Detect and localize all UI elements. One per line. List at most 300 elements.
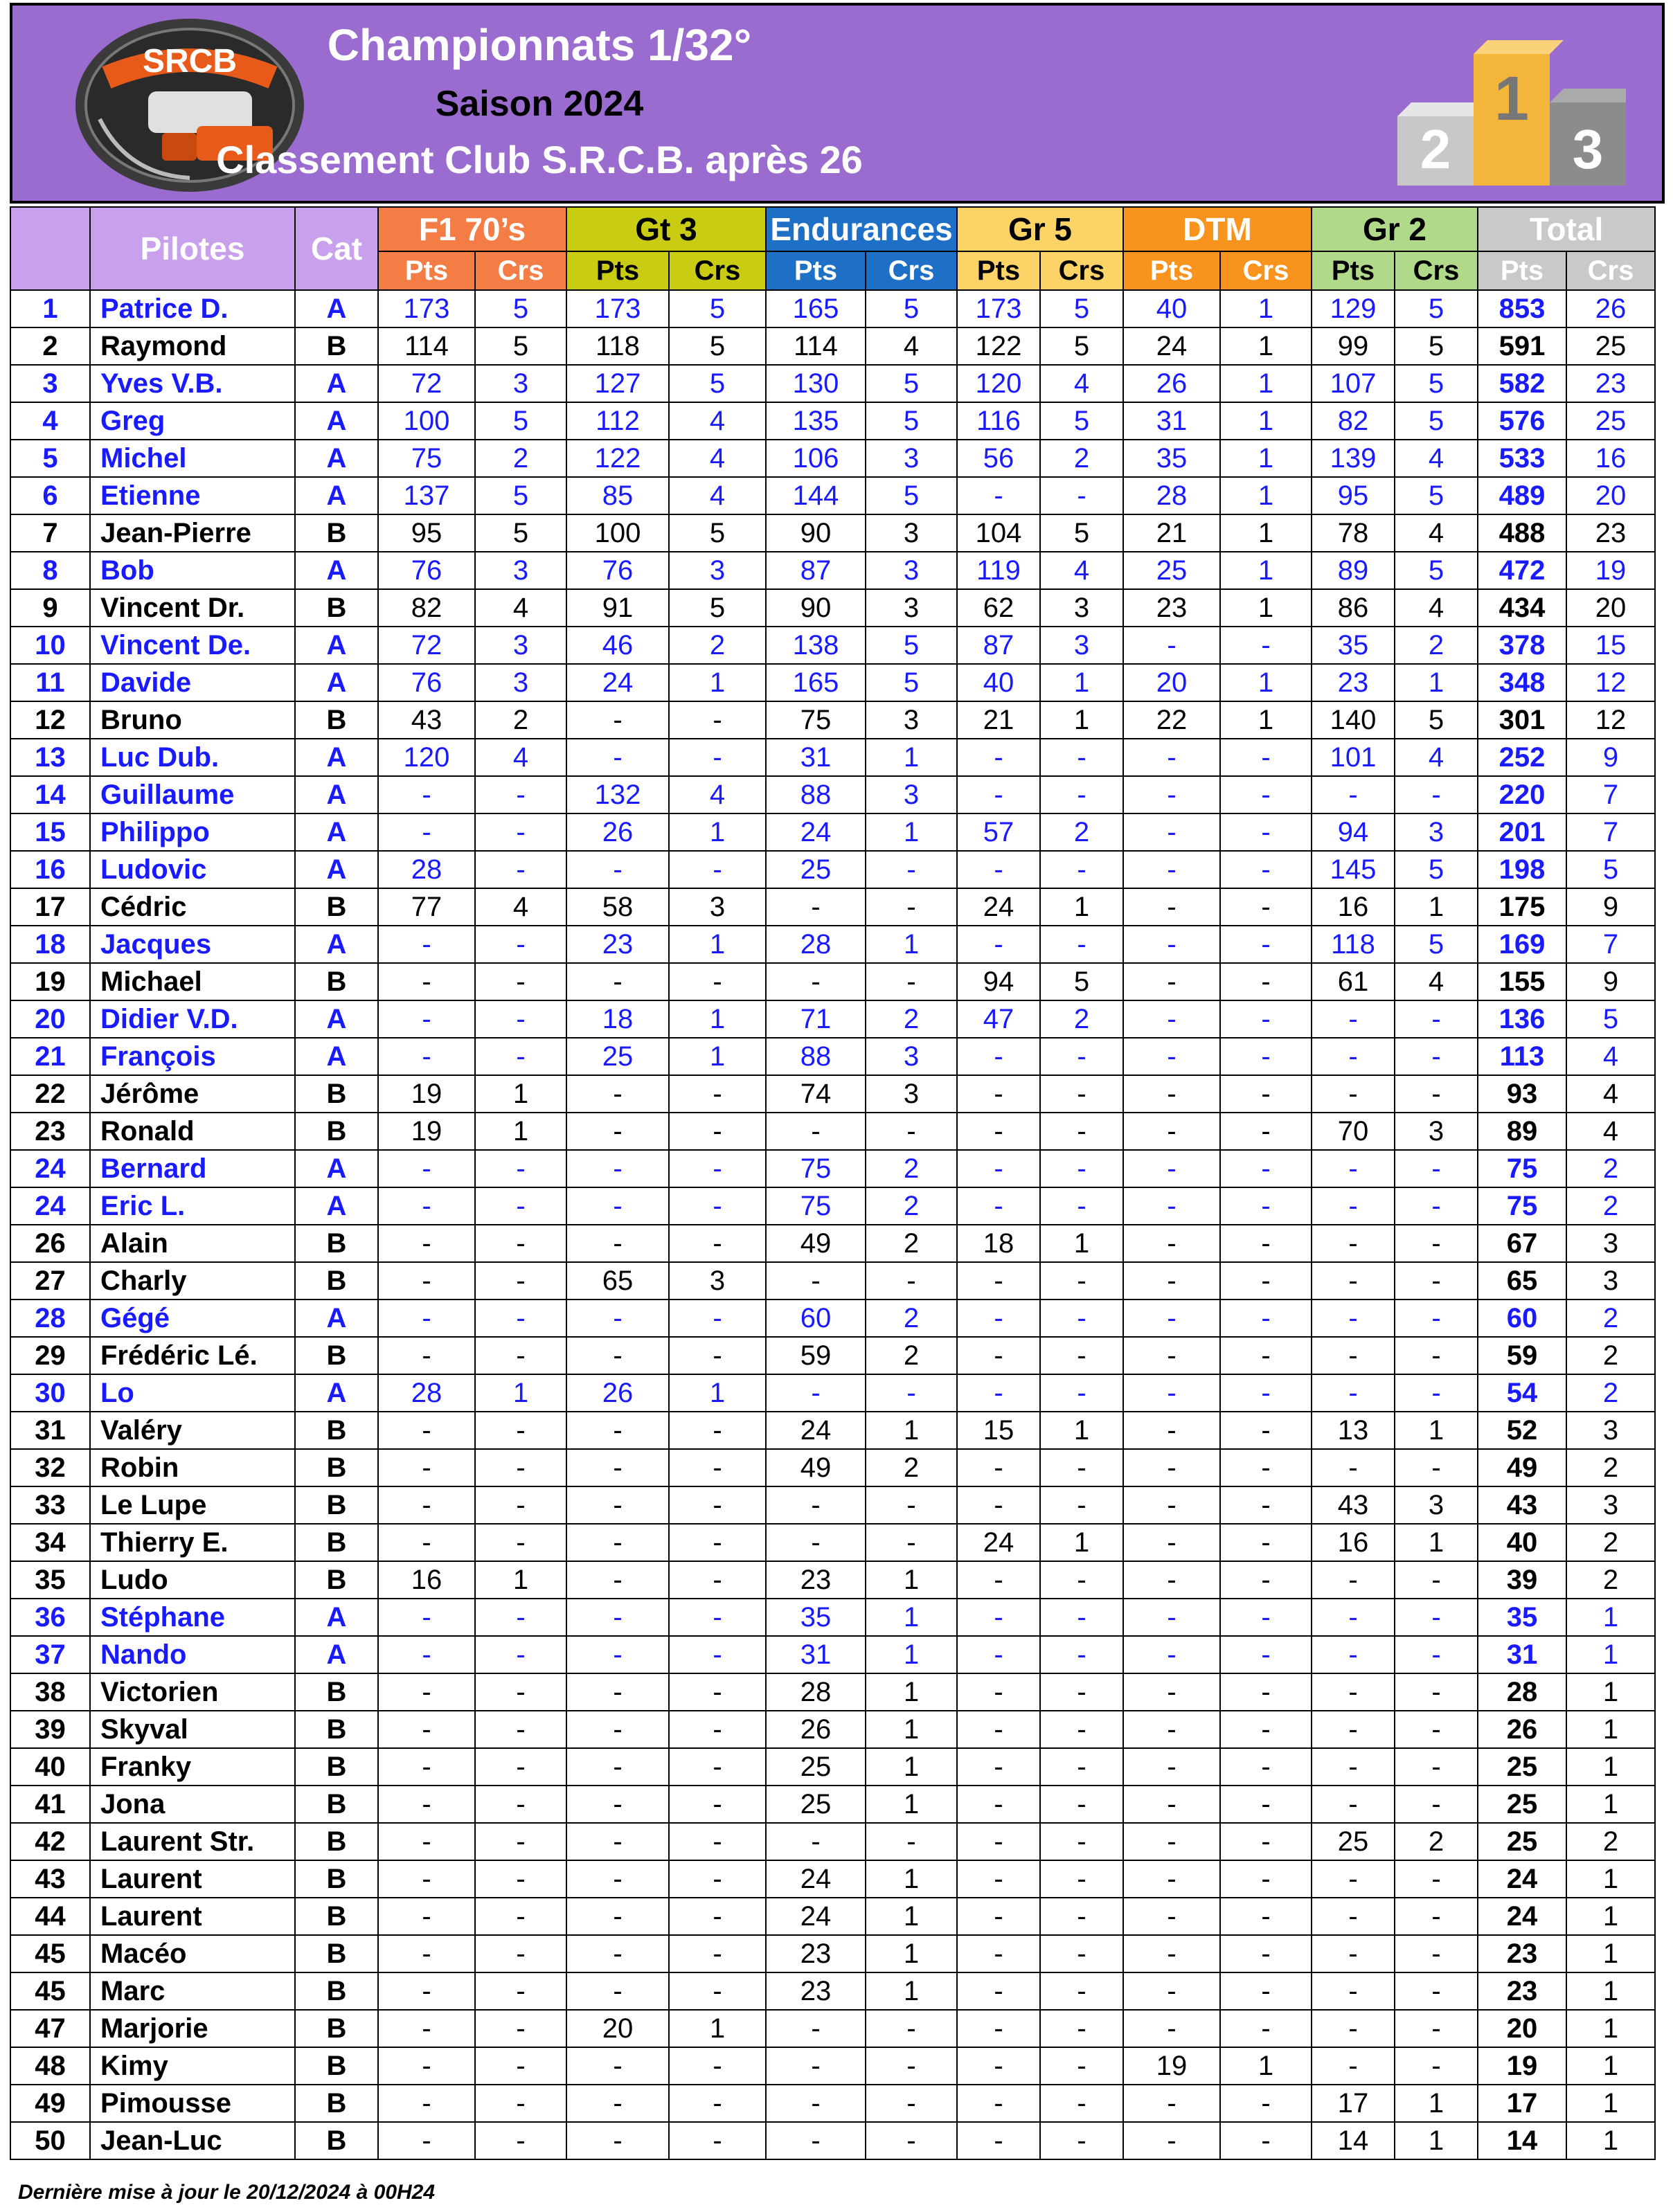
cell-total-crs: 5	[1566, 1000, 1655, 1038]
header-dtm: DTM	[1123, 207, 1312, 251]
cell-end-crs: -	[866, 2010, 957, 2047]
cell-gr2-pts: 35	[1312, 627, 1395, 664]
cell-cat: A	[295, 1300, 378, 1337]
cell-total-pts: 89	[1478, 1113, 1566, 1150]
cell-gr5-crs: -	[1040, 1150, 1123, 1187]
cell-end-crs: 1	[866, 1860, 957, 1898]
cell-gt3-pts: -	[566, 1972, 669, 2010]
cell-gr2-pts: 23	[1312, 664, 1395, 701]
header-gr5: Gr 5	[957, 207, 1123, 251]
table-row	[10, 1972, 1655, 2010]
cell-gt3-crs: -	[669, 1898, 766, 1935]
cell-total-crs: 2	[1566, 1150, 1655, 1187]
cell-pilot: Philippo	[90, 813, 295, 851]
cell-end-pts: 114	[766, 327, 866, 365]
cell-dtm-pts: -	[1123, 851, 1220, 888]
cell-pilot: Le Lupe	[90, 1486, 295, 1524]
cell-gt3-pts: -	[566, 1449, 669, 1486]
cell-f1-crs: 5	[475, 477, 566, 514]
cell-gt3-crs: -	[669, 851, 766, 888]
cell-gt3-pts: -	[566, 1113, 669, 1150]
cell-gt3-pts: -	[566, 1150, 669, 1187]
cell-pilot: Nando	[90, 1636, 295, 1673]
cell-total-crs: 23	[1566, 514, 1655, 552]
cell-dtm-pts: -	[1123, 963, 1220, 1000]
cell-end-pts: 49	[766, 1449, 866, 1486]
cell-cat: B	[295, 1262, 378, 1300]
cell-dtm-crs: -	[1220, 1673, 1312, 1711]
cell-cat: A	[295, 1374, 378, 1412]
cell-gr5-crs: 3	[1040, 627, 1123, 664]
cell-gt3-pts: 20	[566, 2010, 669, 2047]
cell-gt3-pts: 112	[566, 402, 669, 440]
cell-total-pts: 489	[1478, 477, 1566, 514]
cell-rank: 50	[10, 2122, 90, 2159]
cell-gr2-pts: 118	[1312, 926, 1395, 963]
cell-gr2-pts: -	[1312, 1935, 1395, 1972]
cell-end-crs: -	[866, 1262, 957, 1300]
cell-f1-crs: -	[475, 1748, 566, 1786]
cell-end-crs: 5	[866, 664, 957, 701]
cell-end-crs: 1	[866, 813, 957, 851]
cell-pilot: Alain	[90, 1225, 295, 1262]
cell-dtm-crs: -	[1220, 1187, 1312, 1225]
cell-gr2-pts: -	[1312, 1337, 1395, 1374]
table-row	[10, 1187, 1655, 1225]
cell-gr5-crs: -	[1040, 1187, 1123, 1225]
cell-gr5-crs: -	[1040, 1748, 1123, 1786]
cell-dtm-pts: -	[1123, 1823, 1220, 1860]
cell-gr2-pts: -	[1312, 1262, 1395, 1300]
cell-rank: 5	[10, 440, 90, 477]
cell-gr5-pts: -	[957, 1187, 1040, 1225]
cell-end-crs: 1	[866, 1898, 957, 1935]
cell-dtm-crs: -	[1220, 963, 1312, 1000]
svg-text:3: 3	[1572, 118, 1604, 180]
cell-dtm-pts: -	[1123, 627, 1220, 664]
cell-gr5-crs: 5	[1040, 290, 1123, 327]
cell-dtm-crs: -	[1220, 1524, 1312, 1561]
cell-gr2-crs: -	[1395, 1561, 1478, 1599]
cell-total-pts: 49	[1478, 1449, 1566, 1486]
cell-f1-crs: -	[475, 1000, 566, 1038]
cell-end-crs: 2	[866, 1449, 957, 1486]
cell-total-pts: 23	[1478, 1935, 1566, 1972]
cell-end-pts: -	[766, 2085, 866, 2122]
cell-end-crs: -	[866, 2122, 957, 2159]
cell-gr5-pts: 87	[957, 627, 1040, 664]
cell-rank: 41	[10, 1786, 90, 1823]
cell-f1-pts: 114	[378, 327, 475, 365]
cell-end-crs: 1	[866, 926, 957, 963]
cell-f1-pts: -	[378, 1711, 475, 1748]
cell-gt3-pts: 46	[566, 627, 669, 664]
cell-pilot: Laurent	[90, 1860, 295, 1898]
cell-f1-crs: 3	[475, 552, 566, 589]
cell-dtm-pts: -	[1123, 1113, 1220, 1150]
cell-end-pts: -	[766, 1113, 866, 1150]
cell-gr5-crs: -	[1040, 1038, 1123, 1075]
cell-gr5-pts: -	[957, 1599, 1040, 1636]
table-row	[10, 1673, 1655, 1711]
cell-gr2-crs: 5	[1395, 477, 1478, 514]
cell-end-crs: 1	[866, 1599, 957, 1636]
cell-cat: B	[295, 1113, 378, 1150]
cell-total-pts: 175	[1478, 888, 1566, 926]
cell-gr2-crs: -	[1395, 1337, 1478, 1374]
cell-gr2-pts: -	[1312, 1599, 1395, 1636]
cell-cat: B	[295, 1561, 378, 1599]
cell-gt3-pts: -	[566, 963, 669, 1000]
cell-dtm-pts: 31	[1123, 402, 1220, 440]
cell-total-pts: 75	[1478, 1187, 1566, 1225]
cell-rank: 37	[10, 1636, 90, 1673]
cell-rank: 24	[10, 1150, 90, 1187]
cell-total-pts: 17	[1478, 2085, 1566, 2122]
cell-f1-pts: -	[378, 1748, 475, 1786]
cell-gt3-pts: 132	[566, 776, 669, 813]
cell-total-pts: 488	[1478, 514, 1566, 552]
cell-gr2-pts: 82	[1312, 402, 1395, 440]
cell-gr5-pts: 24	[957, 1524, 1040, 1561]
cell-total-pts: 198	[1478, 851, 1566, 888]
header-gr2-pts: Pts	[1312, 251, 1395, 290]
cell-end-pts: 25	[766, 1748, 866, 1786]
cell-rank: 48	[10, 2047, 90, 2085]
cell-gr5-pts: 18	[957, 1225, 1040, 1262]
cell-pilot: Bernard	[90, 1150, 295, 1187]
cell-gt3-crs: -	[669, 1150, 766, 1187]
cell-f1-pts: -	[378, 1038, 475, 1075]
cell-total-pts: 14	[1478, 2122, 1566, 2159]
cell-gt3-crs: 1	[669, 1000, 766, 1038]
cell-rank: 23	[10, 1113, 90, 1150]
cell-cat: A	[295, 851, 378, 888]
cell-gr5-crs: -	[1040, 1113, 1123, 1150]
cell-cat: A	[295, 402, 378, 440]
cell-end-crs: 1	[866, 1935, 957, 1972]
table-row	[10, 1000, 1655, 1038]
cell-rank: 6	[10, 477, 90, 514]
cell-end-pts: 75	[766, 1187, 866, 1225]
cell-total-crs: 2	[1566, 1337, 1655, 1374]
cell-gr5-pts: -	[957, 1262, 1040, 1300]
cell-end-pts: 88	[766, 1038, 866, 1075]
cell-rank: 40	[10, 1748, 90, 1786]
cell-pilot: Guillaume	[90, 776, 295, 813]
cell-gt3-pts: 100	[566, 514, 669, 552]
cell-end-crs: 3	[866, 589, 957, 627]
cell-gt3-crs: -	[669, 1972, 766, 2010]
cell-f1-crs: -	[475, 1786, 566, 1823]
cell-rank: 11	[10, 664, 90, 701]
cell-gr5-pts: -	[957, 1972, 1040, 2010]
cell-total-crs: 1	[1566, 1898, 1655, 1935]
cell-dtm-crs: 1	[1220, 664, 1312, 701]
cell-dtm-crs: -	[1220, 1860, 1312, 1898]
table-row	[10, 1898, 1655, 1935]
cell-end-crs: 2	[866, 1337, 957, 1374]
cell-f1-pts: -	[378, 1599, 475, 1636]
cell-f1-pts: 28	[378, 1374, 475, 1412]
cell-gr5-crs: -	[1040, 2047, 1123, 2085]
cell-f1-pts: -	[378, 1187, 475, 1225]
cell-gr2-crs: 5	[1395, 926, 1478, 963]
cell-gt3-crs: 2	[669, 627, 766, 664]
cell-gr2-pts: -	[1312, 1786, 1395, 1823]
cell-gr5-pts: -	[957, 1337, 1040, 1374]
cell-dtm-pts: -	[1123, 1711, 1220, 1748]
table-row	[10, 2047, 1655, 2085]
cell-dtm-pts: 19	[1123, 2047, 1220, 2085]
cell-cat: A	[295, 813, 378, 851]
cell-cat: B	[295, 1412, 378, 1449]
cell-pilot: Patrice D.	[90, 290, 295, 327]
cell-gr2-crs: 3	[1395, 1113, 1478, 1150]
standings-table	[10, 206, 1656, 2160]
cell-rank: 8	[10, 552, 90, 589]
cell-cat: A	[295, 926, 378, 963]
cell-f1-pts: 173	[378, 290, 475, 327]
cell-f1-pts: -	[378, 1935, 475, 1972]
cell-gr2-crs: -	[1395, 1262, 1478, 1300]
cell-rank: 33	[10, 1486, 90, 1524]
cell-end-crs: 3	[866, 440, 957, 477]
cell-rank: 24	[10, 1187, 90, 1225]
table-row	[10, 1038, 1655, 1075]
cell-gt3-pts: -	[566, 1860, 669, 1898]
cell-f1-crs: -	[475, 1823, 566, 1860]
cell-total-crs: 1	[1566, 1860, 1655, 1898]
cell-rank: 39	[10, 1711, 90, 1748]
cell-total-pts: 591	[1478, 327, 1566, 365]
cell-rank: 31	[10, 1412, 90, 1449]
cell-end-pts: 90	[766, 589, 866, 627]
cell-gr2-crs: -	[1395, 2047, 1478, 2085]
cell-rank: 22	[10, 1075, 90, 1113]
cell-f1-crs: -	[475, 776, 566, 813]
cell-gr2-crs: 4	[1395, 589, 1478, 627]
cell-pilot: Stéphane	[90, 1599, 295, 1636]
cell-end-pts: 165	[766, 290, 866, 327]
table-row	[10, 1524, 1655, 1561]
cell-total-crs: 9	[1566, 963, 1655, 1000]
cell-rank: 4	[10, 402, 90, 440]
table-row	[10, 1449, 1655, 1486]
cell-gr2-crs: 4	[1395, 514, 1478, 552]
cell-pilot: Jacques	[90, 926, 295, 963]
cell-end-crs: 4	[866, 327, 957, 365]
svg-text:1: 1	[1494, 64, 1530, 134]
cell-gr5-crs: -	[1040, 1711, 1123, 1748]
cell-f1-crs: -	[475, 1187, 566, 1225]
cell-total-crs: 5	[1566, 851, 1655, 888]
cell-gr5-crs: 2	[1040, 813, 1123, 851]
cell-gr5-crs: -	[1040, 2010, 1123, 2047]
cell-gt3-pts: 127	[566, 365, 669, 402]
cell-gt3-pts: -	[566, 1225, 669, 1262]
cell-gr2-pts: -	[1312, 1038, 1395, 1075]
cell-f1-crs: 4	[475, 888, 566, 926]
cell-f1-crs: -	[475, 2047, 566, 2085]
cell-gt3-pts: -	[566, 1636, 669, 1673]
cell-end-crs: 2	[866, 1187, 957, 1225]
header-total-crs: Crs	[1566, 251, 1655, 290]
cell-dtm-pts: -	[1123, 2010, 1220, 2047]
cell-dtm-crs: -	[1220, 2010, 1312, 2047]
cell-dtm-crs: -	[1220, 1038, 1312, 1075]
cell-gr5-pts: 122	[957, 327, 1040, 365]
cell-f1-pts: 77	[378, 888, 475, 926]
cell-dtm-pts: 26	[1123, 365, 1220, 402]
cell-cat: B	[295, 2122, 378, 2159]
cell-rank: 15	[10, 813, 90, 851]
cell-gt3-pts: -	[566, 701, 669, 739]
cell-f1-pts: 16	[378, 1561, 475, 1599]
cell-gr5-pts: -	[957, 2047, 1040, 2085]
cell-dtm-pts: -	[1123, 1561, 1220, 1599]
cell-total-crs: 20	[1566, 477, 1655, 514]
cell-gr5-crs: -	[1040, 1561, 1123, 1599]
table-row	[10, 514, 1655, 552]
cell-total-pts: 24	[1478, 1898, 1566, 1935]
cell-f1-crs: 1	[475, 1374, 566, 1412]
cell-gr5-crs: 3	[1040, 589, 1123, 627]
cell-gt3-crs: -	[669, 739, 766, 776]
cell-dtm-crs: 1	[1220, 365, 1312, 402]
table-row	[10, 776, 1655, 813]
cell-gt3-pts: -	[566, 1412, 669, 1449]
cell-cat: B	[295, 1673, 378, 1711]
header-gt3: Gt 3	[566, 207, 766, 251]
cell-gt3-pts: -	[566, 739, 669, 776]
cell-gr5-crs: -	[1040, 926, 1123, 963]
cell-gr5-crs: 5	[1040, 514, 1123, 552]
cell-dtm-pts: -	[1123, 1075, 1220, 1113]
cell-gr2-crs: 4	[1395, 739, 1478, 776]
table-row	[10, 365, 1655, 402]
cell-dtm-pts: -	[1123, 1412, 1220, 1449]
cell-end-crs: 2	[866, 1150, 957, 1187]
cell-pilot: Etienne	[90, 477, 295, 514]
cell-end-pts: 90	[766, 514, 866, 552]
cell-gr5-crs: 1	[1040, 701, 1123, 739]
cell-dtm-pts: -	[1123, 926, 1220, 963]
cell-f1-pts: -	[378, 1337, 475, 1374]
cell-gr2-crs: 4	[1395, 440, 1478, 477]
cell-gr2-crs: -	[1395, 776, 1478, 813]
cell-total-crs: 25	[1566, 402, 1655, 440]
cell-gt3-crs: 1	[669, 2010, 766, 2047]
cell-gt3-crs: 4	[669, 440, 766, 477]
cell-dtm-pts: -	[1123, 1748, 1220, 1786]
table-row	[10, 851, 1655, 888]
cell-gr2-crs: 5	[1395, 365, 1478, 402]
cell-gr5-pts: -	[957, 926, 1040, 963]
cell-gt3-pts: -	[566, 1935, 669, 1972]
cell-gr2-crs: -	[1395, 1300, 1478, 1337]
cell-rank: 13	[10, 739, 90, 776]
cell-gt3-pts: 173	[566, 290, 669, 327]
table-row	[10, 1711, 1655, 1748]
cell-gt3-pts: -	[566, 2047, 669, 2085]
cell-rank: 17	[10, 888, 90, 926]
cell-cat: A	[295, 552, 378, 589]
cell-end-pts: 60	[766, 1300, 866, 1337]
cell-total-pts: 67	[1478, 1225, 1566, 1262]
cell-total-crs: 20	[1566, 589, 1655, 627]
cell-gr5-pts: -	[957, 2010, 1040, 2047]
cell-f1-pts: -	[378, 1673, 475, 1711]
cell-gr2-pts: 139	[1312, 440, 1395, 477]
cell-pilot: Charly	[90, 1262, 295, 1300]
cell-cat: A	[295, 776, 378, 813]
cell-gt3-crs: 5	[669, 365, 766, 402]
cell-total-crs: 23	[1566, 365, 1655, 402]
cell-total-pts: 59	[1478, 1337, 1566, 1374]
cell-gr5-pts: 94	[957, 963, 1040, 1000]
cell-gr2-crs: -	[1395, 1673, 1478, 1711]
cell-cat: B	[295, 1225, 378, 1262]
cell-gt3-crs: 3	[669, 888, 766, 926]
cell-f1-crs: -	[475, 2010, 566, 2047]
cell-gt3-crs: 3	[669, 1262, 766, 1300]
cell-gr2-crs: 2	[1395, 1823, 1478, 1860]
table-row	[10, 1225, 1655, 1262]
cell-gr2-pts: -	[1312, 1075, 1395, 1113]
cell-total-pts: 40	[1478, 1524, 1566, 1561]
cell-total-pts: 35	[1478, 1599, 1566, 1636]
cell-end-crs: 1	[866, 739, 957, 776]
cell-total-pts: 576	[1478, 402, 1566, 440]
cell-dtm-crs: -	[1220, 1935, 1312, 1972]
cell-cat: B	[295, 701, 378, 739]
cell-pilot: Lo	[90, 1374, 295, 1412]
cell-f1-crs: -	[475, 926, 566, 963]
cell-pilot: Robin	[90, 1449, 295, 1486]
cell-f1-pts: 43	[378, 701, 475, 739]
cell-f1-pts: -	[378, 2085, 475, 2122]
cell-dtm-crs: -	[1220, 851, 1312, 888]
cell-gr2-crs: 1	[1395, 2085, 1478, 2122]
table-row	[10, 627, 1655, 664]
cell-gr5-crs: 1	[1040, 1412, 1123, 1449]
cell-pilot: Victorien	[90, 1673, 295, 1711]
cell-gr2-crs: 5	[1395, 290, 1478, 327]
cell-pilot: Yves V.B.	[90, 365, 295, 402]
cell-total-crs: 1	[1566, 1935, 1655, 1972]
cell-end-pts: 165	[766, 664, 866, 701]
cell-total-crs: 1	[1566, 2047, 1655, 2085]
cell-gr2-pts: -	[1312, 1860, 1395, 1898]
cell-gt3-pts: -	[566, 1075, 669, 1113]
cell-end-pts: -	[766, 2010, 866, 2047]
cell-gr2-crs: -	[1395, 1225, 1478, 1262]
table-row	[10, 739, 1655, 776]
cell-gt3-pts: -	[566, 1486, 669, 1524]
cell-f1-pts: 72	[378, 627, 475, 664]
cell-end-crs: 5	[866, 365, 957, 402]
cell-f1-crs: 5	[475, 402, 566, 440]
cell-f1-pts: -	[378, 2047, 475, 2085]
cell-end-pts: 75	[766, 701, 866, 739]
cell-rank: 38	[10, 1673, 90, 1711]
cell-f1-pts: -	[378, 2010, 475, 2047]
cell-rank: 16	[10, 851, 90, 888]
header-gt3-pts: Pts	[566, 251, 669, 290]
cell-total-pts: 28	[1478, 1673, 1566, 1711]
table-row	[10, 1075, 1655, 1113]
